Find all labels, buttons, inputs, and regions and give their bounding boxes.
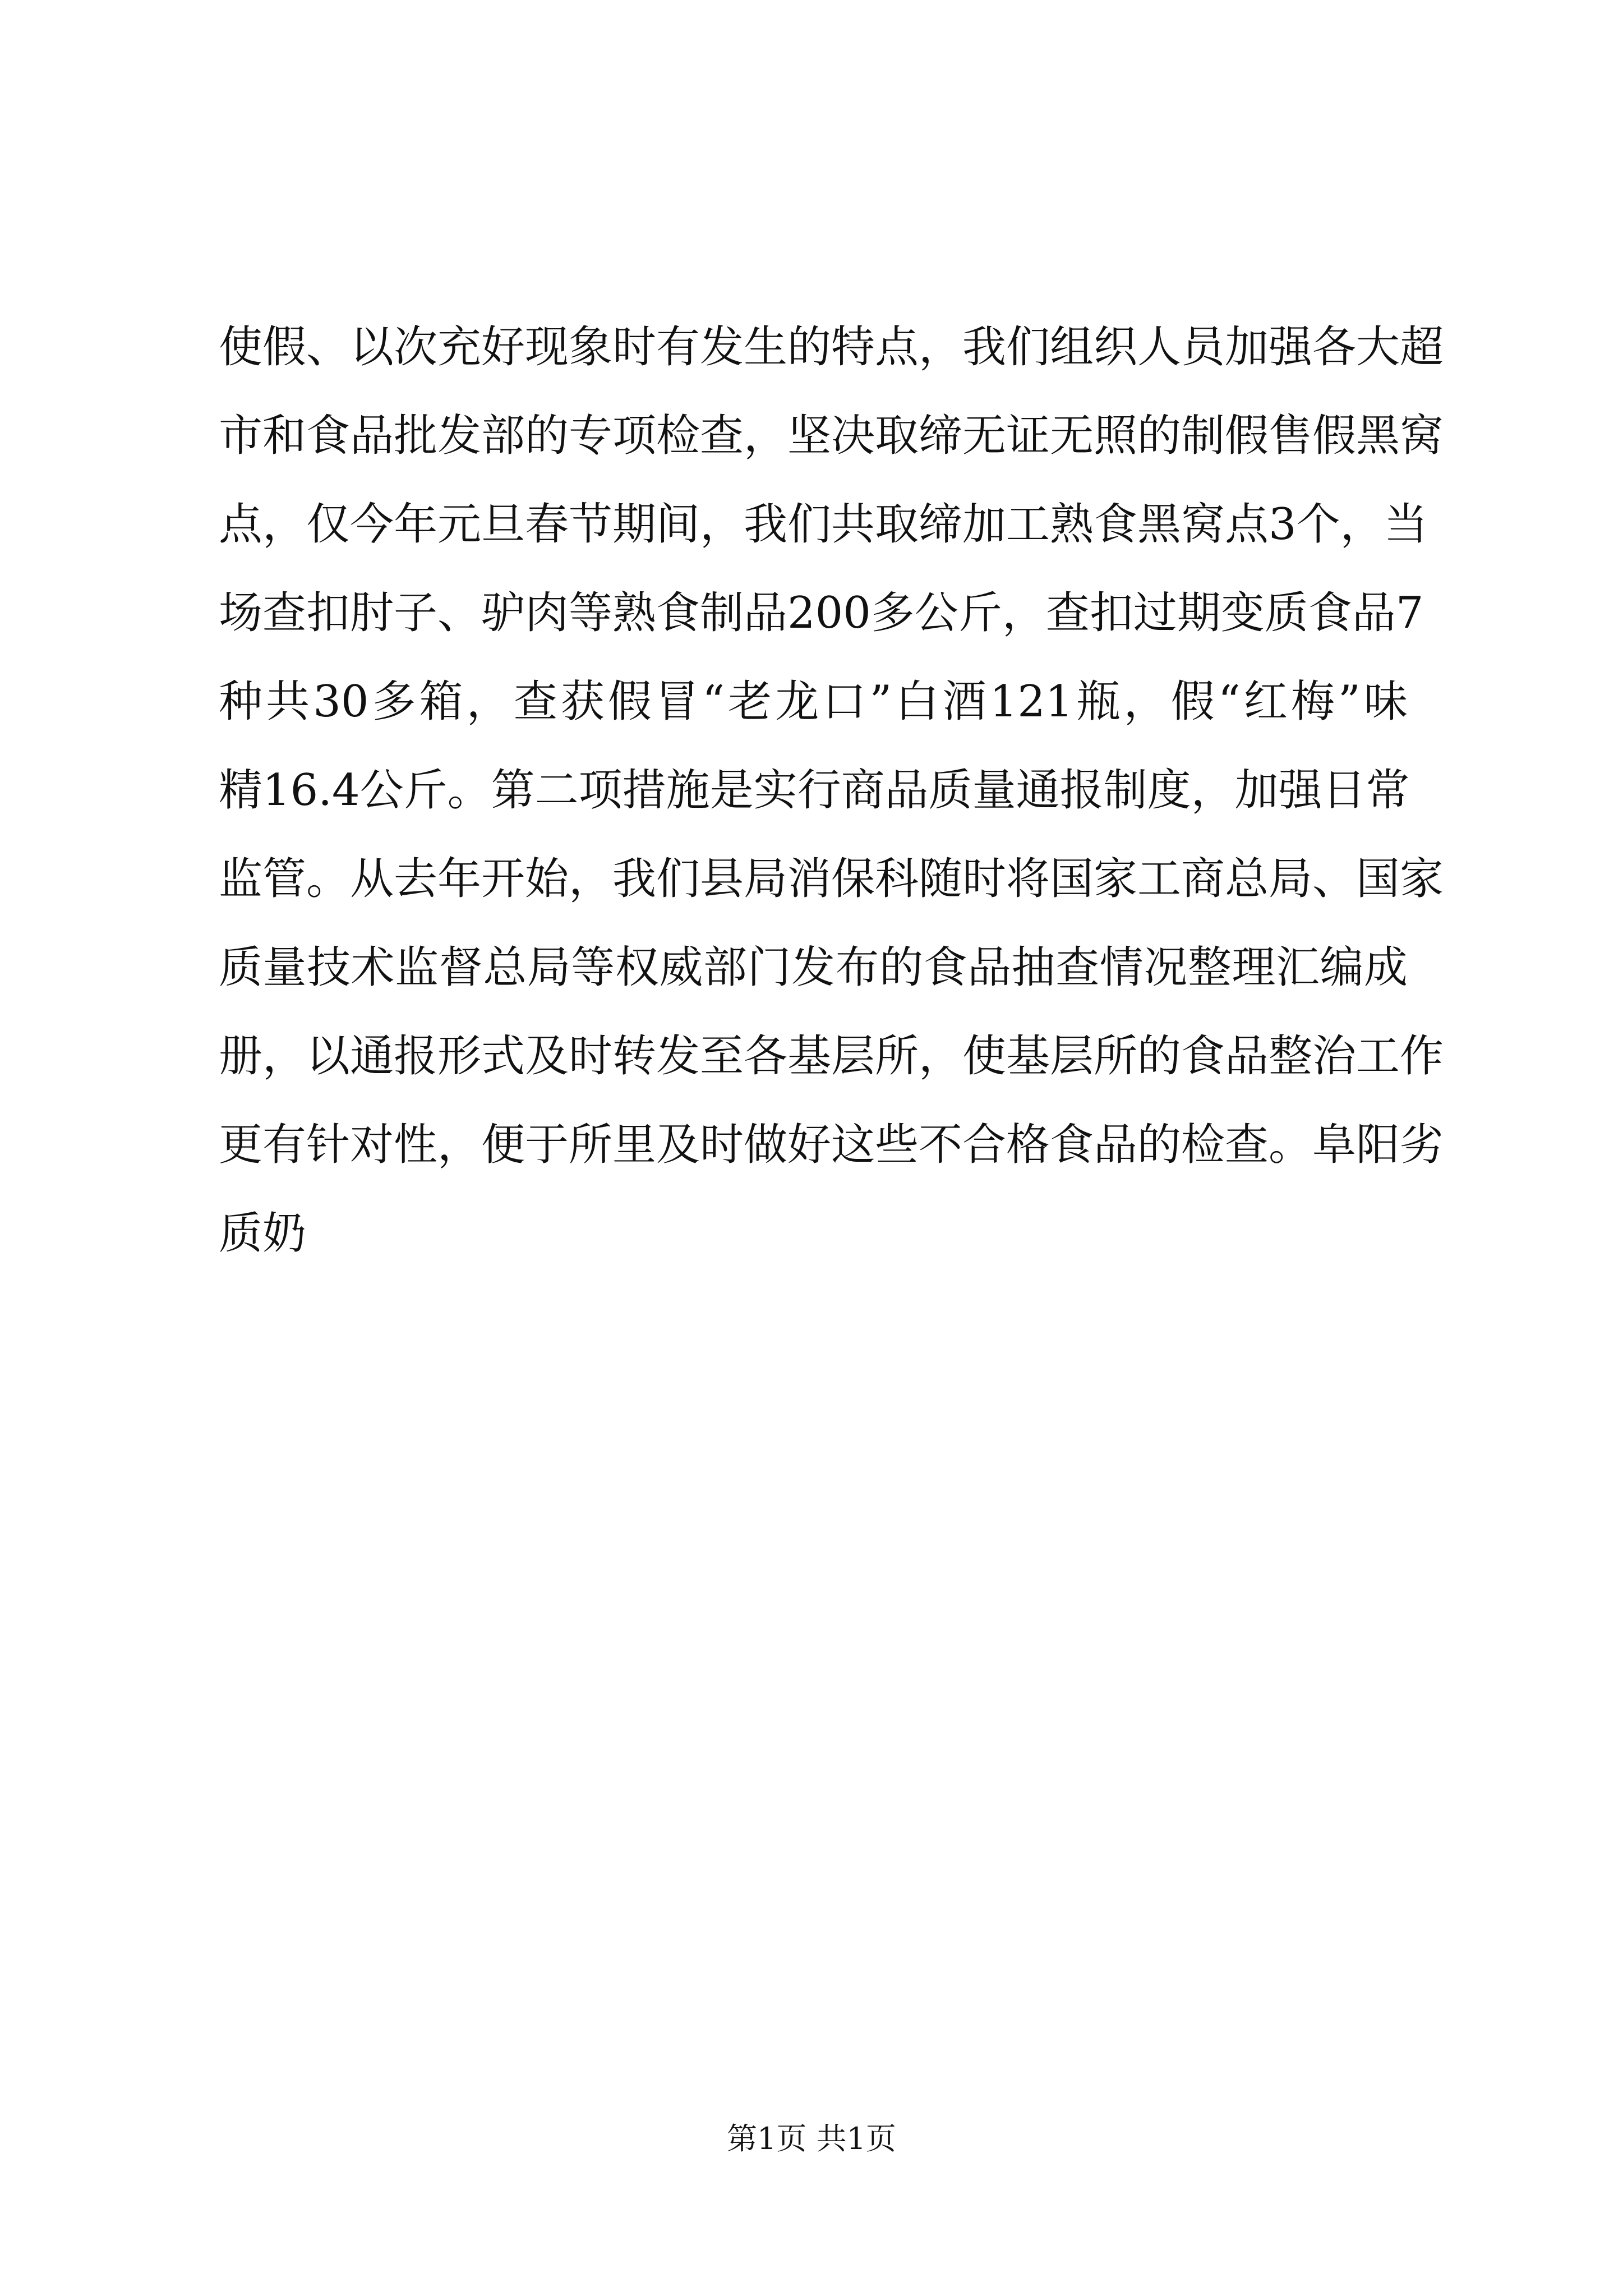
page-footer: 第1页 共1页: [727, 2121, 896, 2156]
text-line-4: 场查扣肘子、驴肉等熟食制品200多公斤，查扣过期变质食品7: [219, 588, 1424, 638]
text-line-3: 点，仅今年元旦春节期间，我们共取缔加工熟食黑窝点3个，当: [219, 499, 1428, 550]
text-line-7: 监管。从去年开始，我们县局消保科随时将国家工商总局、国家: [219, 854, 1444, 904]
text-line-9: 册，以通报形式及时转发至各基层所，使基层所的食品整治工作: [219, 1031, 1444, 1082]
text-line-5: 种共30多箱，查获假冒“老龙口”白酒121瓶，假“红梅”味: [219, 677, 1408, 727]
body-paragraph: [219, 303, 1444, 1278]
text-line-6: 精16.4公斤。第二项措施是实行商品质量通报制度，加强日常: [219, 765, 1410, 816]
text-line-2: 市和食品批发部的专项检查，坚决取缔无证无照的制假售假黑窝: [219, 411, 1444, 461]
text-line-1: 使假、以次充好现象时有发生的特点，我们组织人员加强各大超: [219, 322, 1444, 372]
text-line-11: 质奶: [219, 1208, 307, 1259]
text-line-8: 质量技术监督总局等权威部门发布的食品抽查情况整理汇编成: [219, 942, 1408, 993]
text-line-10: 更有针对性，便于所里及时做好这些不合格食品的检查。阜阳劣: [219, 1120, 1444, 1170]
